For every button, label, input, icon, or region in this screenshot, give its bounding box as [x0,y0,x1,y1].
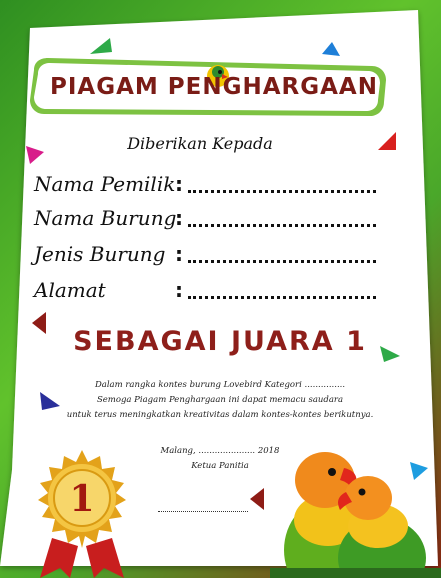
field-colon: : [175,242,183,266]
triangle-confetti [378,132,396,150]
field-colon: : [175,278,183,302]
place-date: Malang, ..................... 2018 [160,446,280,456]
award-heading: SEBAGAI JUARA 1 [73,326,367,357]
triangle-confetti [40,392,60,410]
field-colon: : [175,172,183,196]
triangle-confetti [32,312,46,334]
field-line-owner-name [188,190,376,193]
triangle-confetti [90,38,112,54]
field-label-owner-name: Nama Pemilik [34,172,176,196]
signer-title: Ketua Panitia [191,461,249,471]
triangle-confetti [322,42,340,56]
field-line-address [188,296,376,299]
lovebird-photo [270,440,441,578]
title-banner [28,56,388,118]
medal-number: 1 [69,478,95,520]
field-colon: : [175,206,183,230]
description-line-3: untuk terus meningkatkan kreativitas dalam kontes-kontes berikutnya. [66,410,374,420]
description-line-1: Dalam rangka kontes burung Lovebird Kategori ............... [94,380,346,390]
triangle-confetti [26,146,44,164]
field-label-address: Alamat [34,278,106,302]
field-label-bird-type: Jenis Burung [34,242,166,266]
certificate-title: PIAGAM PENGHARGAAN [50,74,378,100]
triangle-confetti [380,346,400,362]
field-label-bird-name: Nama Burung [34,206,177,230]
medal-icon [22,450,142,578]
subtitle: Diberikan Kepada [127,134,273,153]
description-line-2: Semoga Piagam Penghargaan ini dapat memacu saudara [96,395,344,405]
signature-line [158,511,248,512]
field-line-bird-name [188,224,376,227]
field-line-bird-type [188,260,376,263]
triangle-confetti [250,488,264,510]
